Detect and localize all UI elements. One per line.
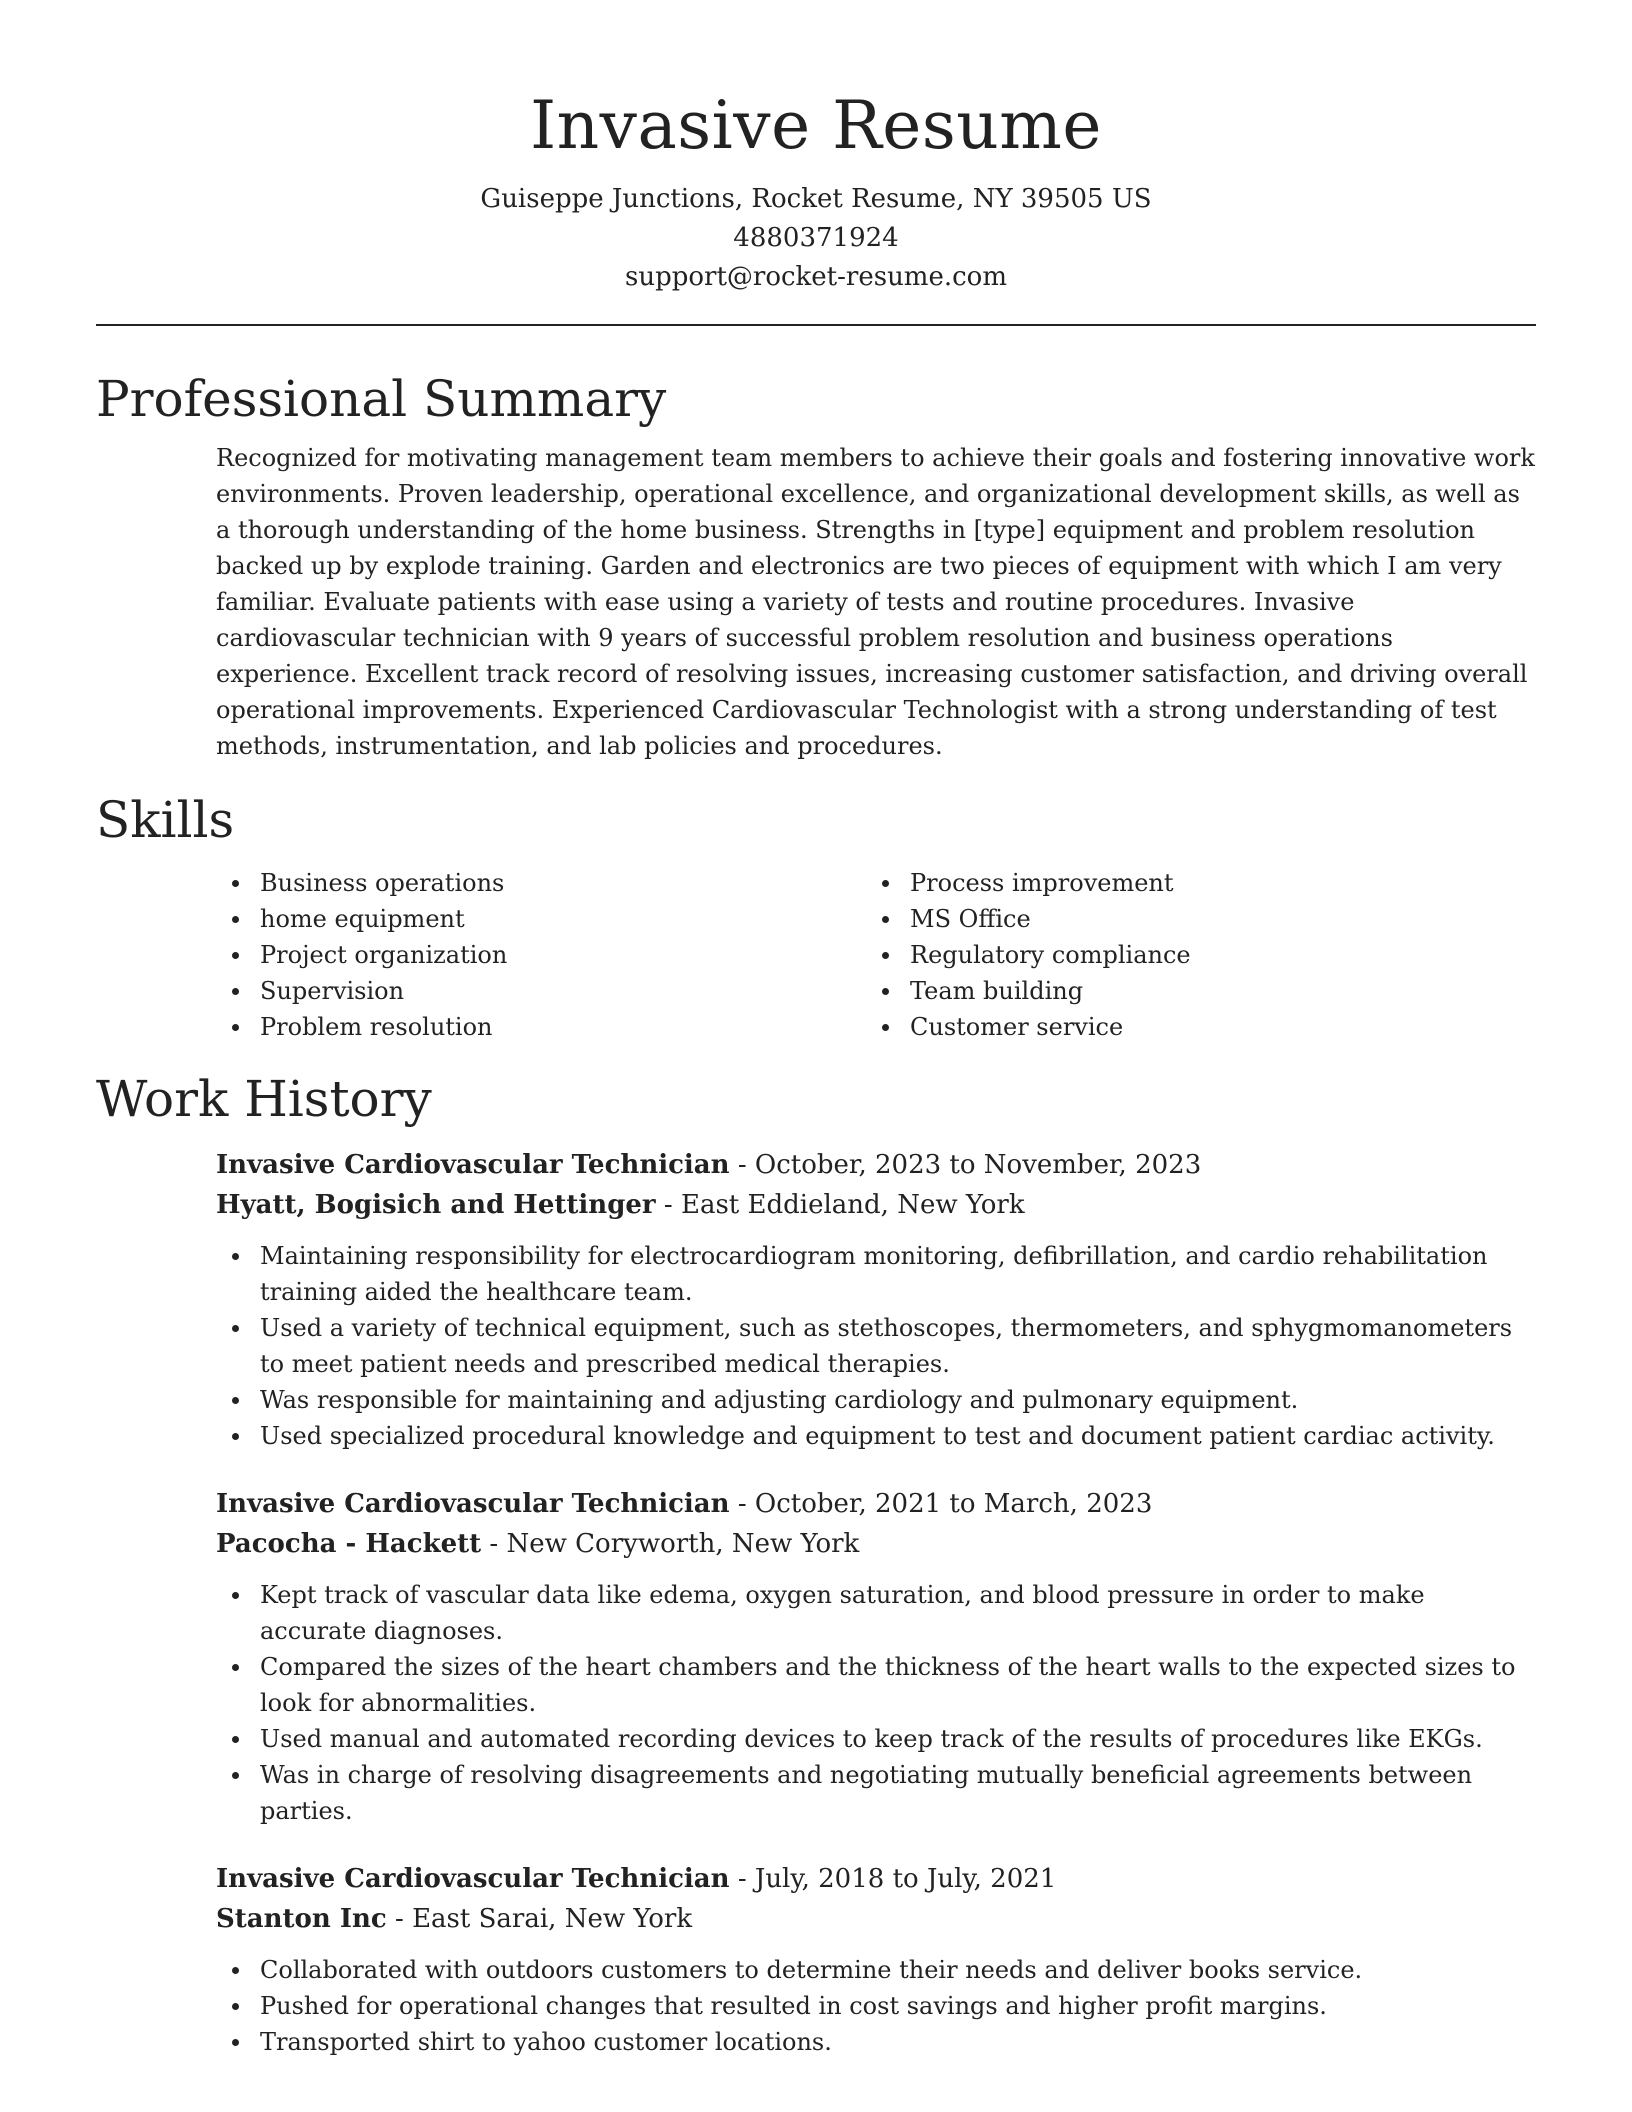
job-company: Hyatt, Bogisich and Hettinger [216,1190,656,1220]
skill-item: Customer service [866,1009,1516,1045]
resume-name: Invasive Resume [530,87,1102,164]
skill-item: home equipment [216,901,866,937]
skills-list-right [866,865,1516,1045]
summary-text: Recognized for motivating management team members to achieve their goals and fostering innovative work environments. Proven leadership, operational excellence, and organizational development skills, as well as a thorough understanding of the home business. Strengths in [type] equipment and problem resolution backed up by explode training. Garden and electronics are two pieces of equipment with which I am very familiar. Evaluate patients with ease using a variety of tests and routine procedures. Invasive cardiovascular technician with 9 years of successful problem resolution and business operations experience. Excellent track record of resolving issues, increasing customer satisfaction, and driving overall operational improvements. Experienced Cardiovascular Technologist with a strong understanding of test methods, instrumentation, and lab policies and procedures. [216,444,1535,760]
job-title-line [216,1145,1536,1185]
job-bullet: Compared the sizes of the heart chambers and the thickness of the heart walls to the expected sizes to look for abnormalities. [216,1649,1536,1721]
job-bullet: Pushed for operational changes that resulted in cost savings and higher profit margins. [216,1988,1536,2024]
job-separator: - [655,1190,681,1220]
job-separator: - [729,1864,755,1894]
resume-header [96,0,1536,297]
job-dates: October, 2023 to November, 2023 [754,1150,1202,1180]
skill-item: MS Office [866,901,1516,937]
job-entry [216,1484,1536,1829]
job-bullet: Was in charge of resolving disagreements and negotiating mutually beneficial agreements between parties. [216,1757,1536,1829]
work-history-section [96,1069,1536,2060]
contact-address: Guiseppe Junctions, Rocket Resume, NY 39505 US [480,184,1152,214]
job-location: New Coryworth, New York [506,1529,860,1559]
job-bullet: Was responsible for maintaining and adjusting cardiology and pulmonary equipment. [216,1382,1536,1418]
header-divider [96,324,1536,326]
job-entry [216,1145,1536,1454]
summary-section [96,369,1536,764]
skill-item: Project organization [216,937,866,973]
job-bullet: Transported shirt to yahoo customer locations. [216,2024,1536,2060]
job-location: East Sarai, New York [412,1904,693,1934]
job-bullet: Used manual and automated recording devices to keep track of the results of procedures like EKGs. [216,1721,1536,1757]
job-bullets [216,1238,1536,1454]
job-title: Invasive Cardiovascular Technician [216,1489,730,1519]
job-separator: - [386,1904,413,1934]
job-company-line [216,1524,1536,1564]
job-bullet: Maintaining responsibility for electrocardiogram monitoring, defibrillation, and cardio rehabilitation training aided the healthcare team. [216,1238,1536,1310]
skill-item: Regulatory compliance [866,937,1516,973]
contact-email: support@rocket-resume.com [624,262,1007,292]
resume-page [96,0,1536,2112]
skill-item: Process improvement [866,865,1516,901]
job-bullet: Kept track of vascular data like edema, oxygen saturation, and blood pressure in order to make accurate diagnoses. [216,1577,1536,1649]
job-bullets [216,1577,1536,1829]
job-company-line [216,1185,1536,1225]
job-title: Invasive Cardiovascular Technician [216,1150,730,1180]
job-dates: October, 2021 to March, 2023 [754,1489,1153,1519]
skills-section [96,790,1536,1045]
job-bullet: Collaborated with outdoors customers to determine their needs and deliver books service. [216,1952,1536,1988]
contact-phone: 4880371924 [733,223,899,253]
skill-item: Business operations [216,865,866,901]
skill-item: Problem resolution [216,1009,866,1045]
job-bullets [216,1952,1536,2060]
summary-heading: Professional Summary [96,370,667,428]
skill-item: Team building [866,973,1516,1009]
job-title-line [216,1484,1536,1524]
job-separator: - [729,1489,755,1519]
job-bullet: Used a variety of technical equipment, such as stethoscopes, thermometers, and sphygmomanometers to meet patient needs and prescribed medical therapies. [216,1310,1536,1382]
job-separator: - [729,1150,755,1180]
job-company: Stanton Inc [216,1904,387,1934]
skills-columns [216,865,1536,1045]
work-history-heading: Work History [96,1070,432,1128]
job-location: East Eddieland, New York [680,1190,1025,1220]
job-company-line [216,1899,1536,1939]
skills-heading: Skills [96,791,235,849]
skills-list-left [216,865,866,1045]
skill-item: Supervision [216,973,866,1009]
job-title-line [216,1859,1536,1899]
job-dates: July, 2018 to July, 2021 [754,1864,1057,1894]
job-company: Pacocha - Hackett [216,1529,482,1559]
job-separator: - [481,1529,507,1559]
job-title: Invasive Cardiovascular Technician [216,1864,730,1894]
job-bullet: Used specialized procedural knowledge and equipment to test and document patient cardiac activity. [216,1418,1536,1454]
job-entry [216,1859,1536,2060]
